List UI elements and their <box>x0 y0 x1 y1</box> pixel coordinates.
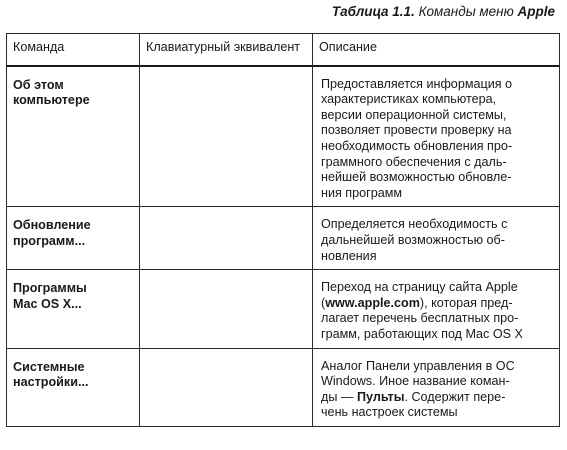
description-cell <box>313 348 560 426</box>
pults-term: Пульты <box>357 389 405 404</box>
description-line <box>321 296 553 312</box>
description-line: новления <box>321 248 377 263</box>
command-line: Системные <box>13 359 85 374</box>
commands-table <box>6 33 560 427</box>
command-cell <box>7 207 140 270</box>
description-line: необходимость обновления про- <box>321 138 513 153</box>
shortcut-cell <box>140 348 313 426</box>
description-cell <box>313 270 560 348</box>
description-line: грамм, работающих под Mac OS X <box>321 326 523 341</box>
header-command: Команда <box>7 34 140 66</box>
caption-brand: Apple <box>517 4 555 19</box>
command-cell <box>7 270 140 348</box>
table-caption <box>332 4 555 19</box>
description-line: лагает перечень бесплатных про- <box>321 311 519 326</box>
description-line: Переход на страницу сайта Apple <box>321 280 518 295</box>
description-line: версии операционной системы, <box>321 107 507 122</box>
description-line: граммного обеспечения с даль- <box>321 154 507 169</box>
description-text: ды — <box>321 389 357 404</box>
table-row <box>7 348 560 426</box>
command-line: Обновление <box>13 218 91 233</box>
description-text: . Содержит пере- <box>404 389 506 404</box>
description-line: характеристиках компьютера, <box>321 92 497 107</box>
command-line: настройки... <box>13 375 89 390</box>
command-cell <box>7 348 140 426</box>
table-row <box>7 207 560 270</box>
command-line: Программы <box>13 281 87 296</box>
command-cell <box>7 66 140 207</box>
table-row <box>7 270 560 348</box>
description-line <box>321 390 553 406</box>
description-line: позволяет провести проверку на <box>321 123 512 138</box>
description-line: дальнейшей возможностью об- <box>321 232 505 247</box>
command-line: компьютере <box>13 93 90 108</box>
table-row <box>7 66 560 207</box>
caption-number: Таблица 1.1. <box>331 4 415 19</box>
description-line: нейшей возможностью обновле- <box>321 170 512 185</box>
description-line: чень настроек системы <box>321 405 458 420</box>
description-text: ), которая пред- <box>419 295 513 310</box>
command-line: программ... <box>13 233 86 248</box>
header-description: Описание <box>313 34 560 66</box>
caption-text: Команды меню <box>414 4 518 19</box>
shortcut-cell <box>140 270 313 348</box>
shortcut-cell <box>140 207 313 270</box>
description-text: ( <box>321 295 326 310</box>
description-cell <box>313 66 560 207</box>
description-line: ния программ <box>321 185 403 200</box>
command-line: Об этом <box>13 77 64 92</box>
description-line: Определяется необходимость с <box>321 217 508 232</box>
apple-url-text: www.apple.com <box>325 295 420 310</box>
description-line: Windows. Иное название коман- <box>321 374 510 389</box>
table-header-row <box>7 34 560 66</box>
header-shortcut: Клавиатурный эквивалент <box>140 34 313 66</box>
description-cell <box>313 207 560 270</box>
command-line: Mac OS X... <box>13 296 82 311</box>
shortcut-cell <box>140 66 313 207</box>
description-line: Предоставляется информация о <box>321 76 513 91</box>
description-line: Аналог Панели управления в ОС <box>321 358 515 373</box>
